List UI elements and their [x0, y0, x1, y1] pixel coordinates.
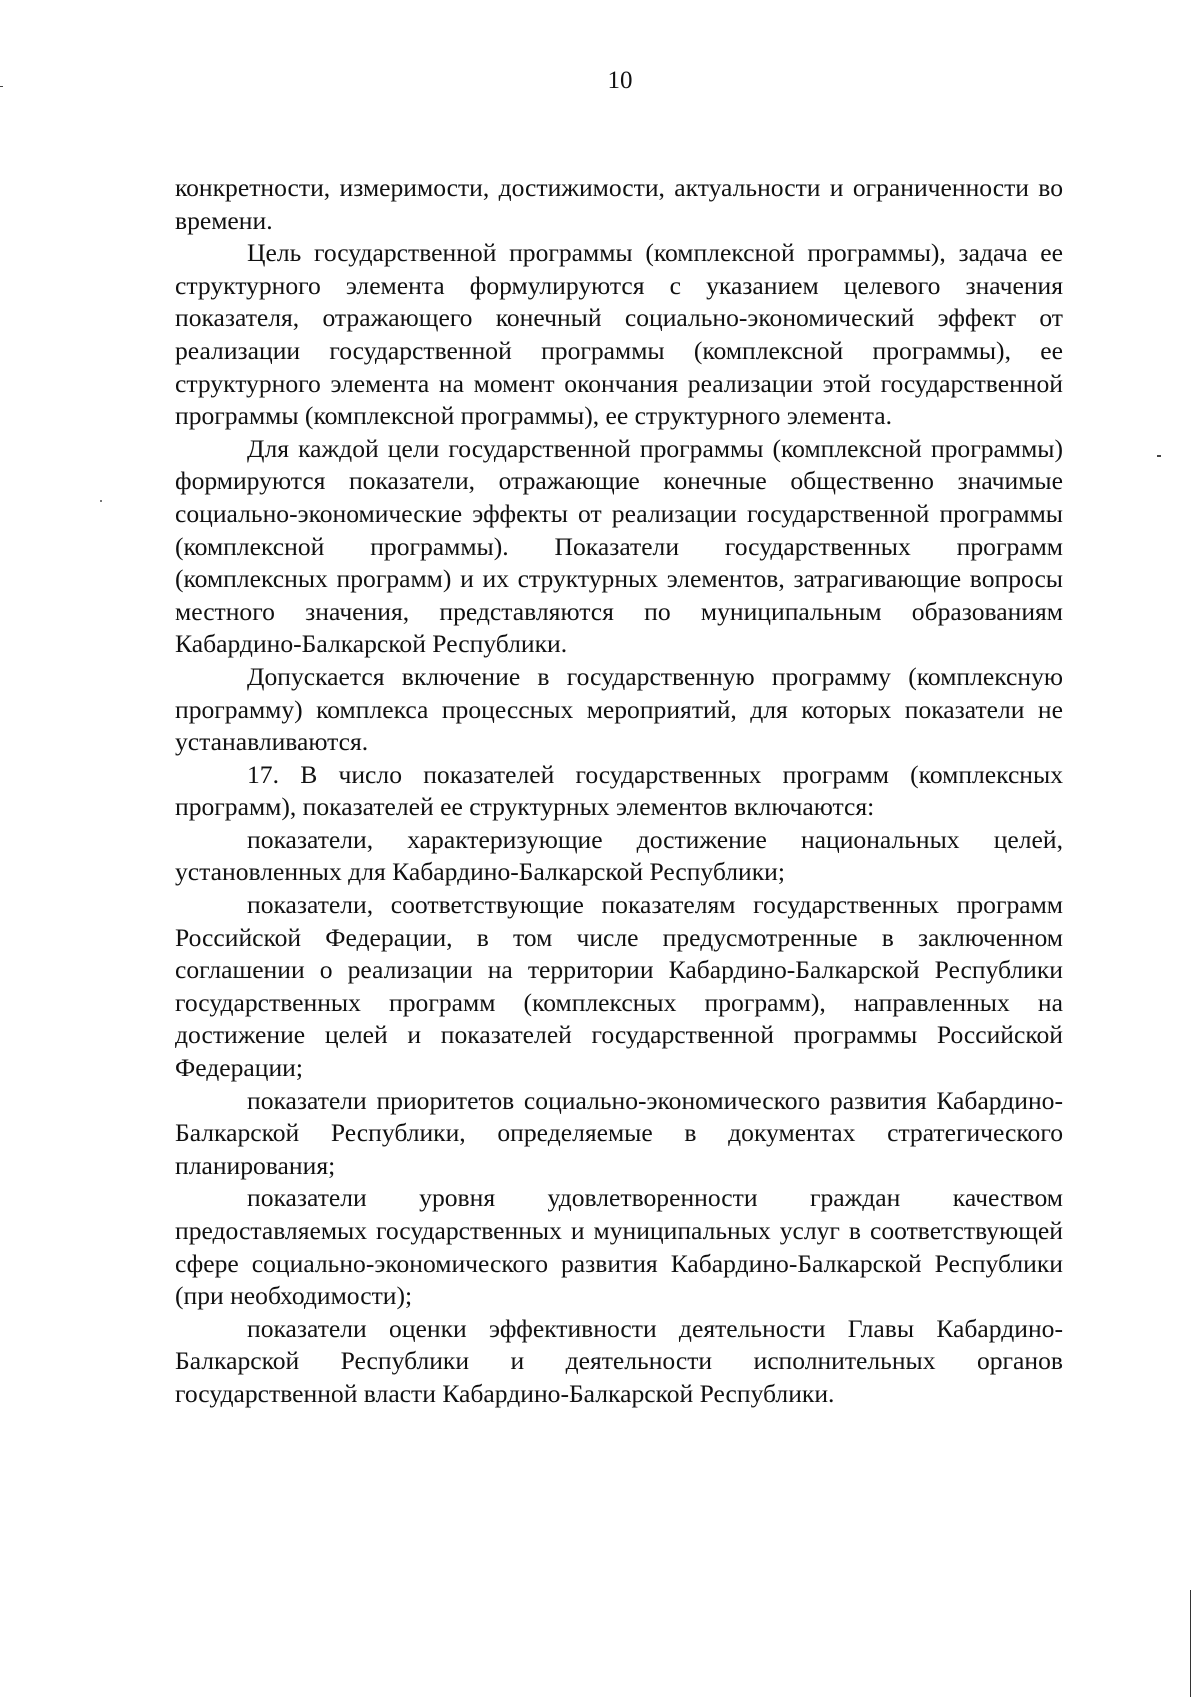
paragraph-criteria-continuation: конкретности, измеримости, достижимости, актуальности и ограниченности во времени. — [175, 173, 1063, 235]
list-item-national-goals: показатели, характеризующие достижение национальных целей, установленных для Кабардино-Балкарской Республики; — [175, 824, 1063, 887]
scan-artifact — [100, 500, 102, 502]
paragraph-goal-formulation: Цель государственной программы (комплексной программы), задача ее структурного элемента формулируются с указанием целевого значения показателя, отражающего конечный социально-экономический эффект от реализации государственной программы (комплексной программы), ее структурного элемента на момент окончания реализации этой государственной программы (комплексной программы), ее структурного элемента. — [175, 238, 1063, 431]
list-item-effectiveness: показатели оценки эффективности деятельности Главы Кабардино-Балкарской Республики и деятельности исполнительных органов государственной власти Кабардино-Балкарской Республики. — [175, 1313, 1063, 1408]
scan-artifact — [1190, 1590, 1191, 1697]
page-number: 10 — [607, 67, 633, 94]
paragraph-section-17: 17. В число показателей государственных программ (комплексных программ), показателей ее структурных элементов включаются: — [175, 759, 1063, 822]
scan-artifact — [1157, 455, 1161, 457]
list-item-priorities: показатели приоритетов социально-экономического развития Кабардино-Балкарской Республики, определяемые в документах стратегического планирования; — [175, 1085, 1063, 1180]
list-item-citizen-satisfaction: показатели уровня удовлетворенности граждан качеством предоставляемых государственных и муниципальных услуг в соответствующей сфере социально-экономического развития Кабардино-Балкарской Республики (при необходимости); — [175, 1183, 1063, 1311]
document-body — [175, 172, 1063, 1411]
list-item-federal-programs: показатели, соответствующие показателям государственных программ Российской Федерации, в том числе предусмотренные в заключенном соглашении о реализации на территории Кабардино-Балкарской Республики государственных программ (комплексных программ), направленных на достижение целей и показателей государственной программы Российской Федерации; — [175, 890, 1063, 1083]
paragraph-goal-indicators: Для каждой цели государственной программы (комплексной программы) формируются показатели, отражающие конечные общественно значимые социально-экономические эффекты от реализации государственной программы (комплексной программы). Показатели государственных программ (комплексных программ) и их структурных элементов, затрагивающие вопросы местного значения, представляются по муниципальным образованиям Кабардино-Балкарской Республики. — [175, 433, 1063, 659]
paragraph-process-activities: Допускается включение в государственную программу (комплексную программу) комплекса процессных мероприятий, для которых показатели не устанавливаются. — [175, 661, 1063, 757]
